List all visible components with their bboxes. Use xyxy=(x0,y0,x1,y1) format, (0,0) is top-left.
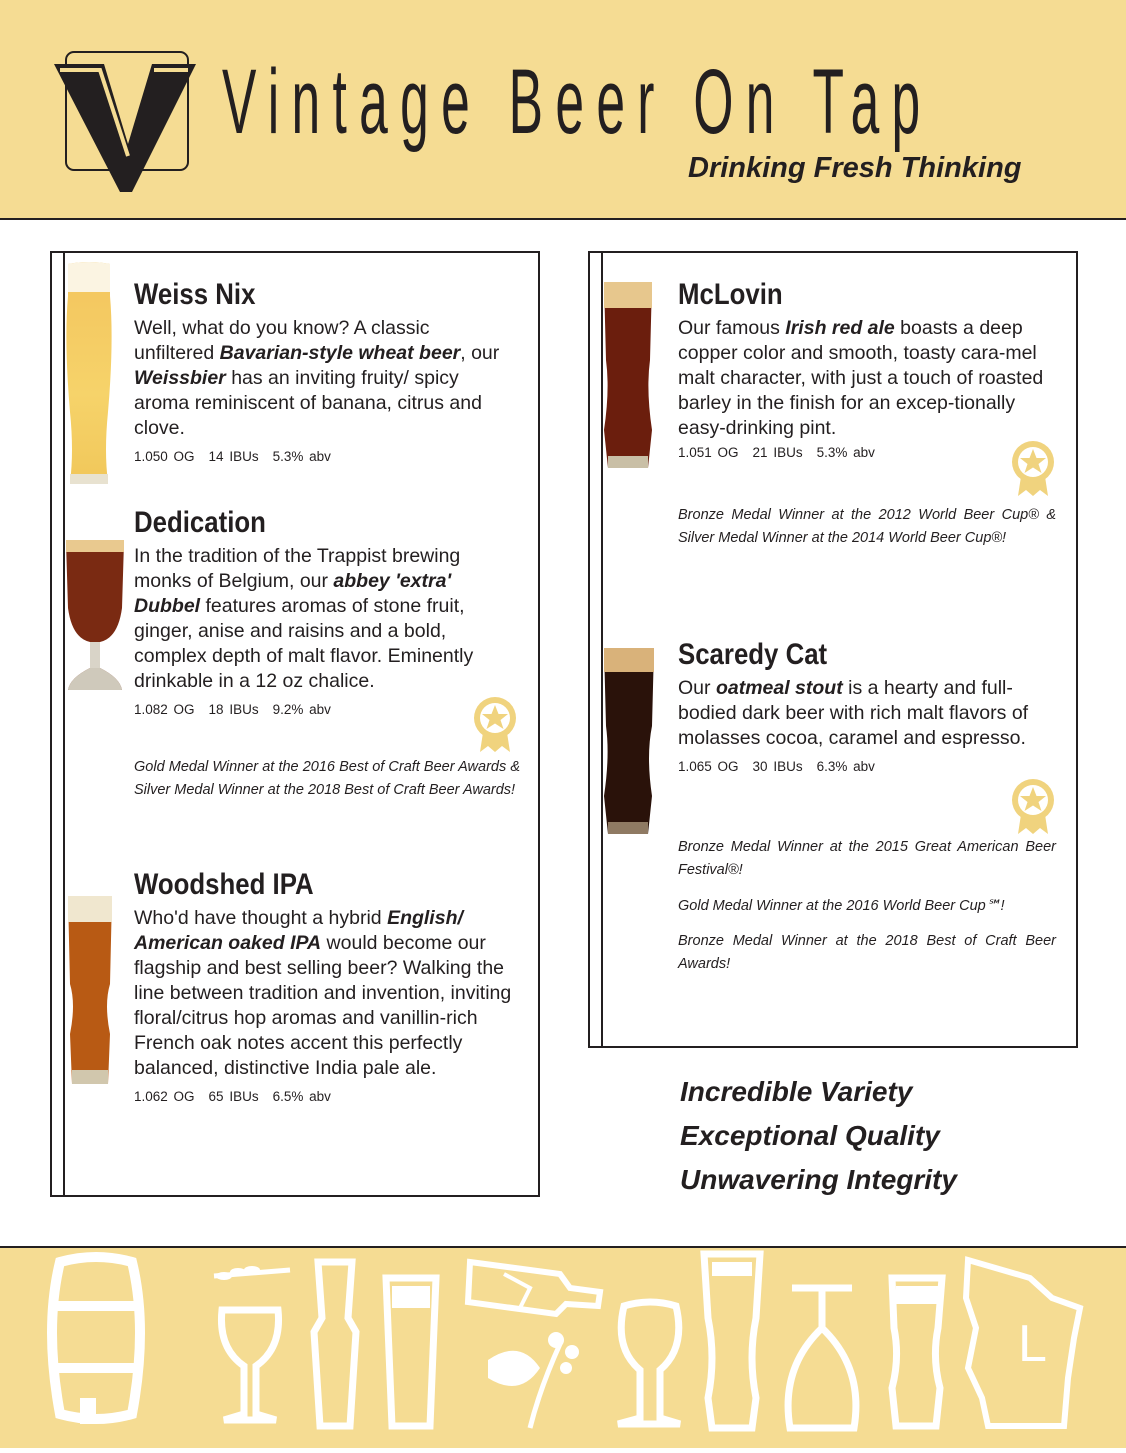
pint-glass-icon xyxy=(386,1278,436,1426)
brand-title xyxy=(222,51,933,153)
tagline: Drinking Fresh Thinking xyxy=(688,152,1022,184)
ipa-beer-glass-image xyxy=(64,894,116,1090)
beer-stats: 1.062 OG 65 IBUs 6.5% abv xyxy=(134,1089,331,1104)
beer-description: Who'd have thought a hybrid English/ American oaked IPA would become our flagship and best selling beer? Walking the line between tradition and invention, inviting floral/citrus hop aromas and vanillin-rich French oak notes accent this perfectly balanced, distinctive India pale ale. xyxy=(134,907,512,1079)
beer-name: Weiss Nix xyxy=(134,278,256,311)
beer-stats: 1.065 OG 30 IBUs 6.3% abv xyxy=(678,759,875,774)
beer-name: Dedication xyxy=(134,506,266,539)
beer-weiss-nix xyxy=(134,278,514,464)
beer-stats: 1.050 OG 14 IBUs 5.3% abv xyxy=(134,449,331,464)
red-ale-glass-image xyxy=(602,280,654,472)
slogans xyxy=(680,1070,957,1202)
ipa-glass-icon xyxy=(892,1278,942,1426)
beer-name: McLovin xyxy=(678,278,783,311)
wheat-icon xyxy=(214,1266,290,1280)
slogan-integrity: Unwavering Integrity xyxy=(680,1164,957,1195)
award-text: Bronze Medal Winner at the 2012 World Beer Cup® & Silver Medal Winner at the 2014 World Beer Cup®! xyxy=(678,507,1056,546)
footer-icons xyxy=(0,1248,1126,1448)
page-header xyxy=(0,0,1126,220)
beer-stats: 1.051 OG 21 IBUs 5.3% abv xyxy=(678,445,875,460)
beer-name: Woodshed IPA xyxy=(134,868,314,901)
award-text: Gold Medal Winner at the 2016 Best of Craft Beer Awards & Silver Medal Winner at the 2018 Best of Craft Beer Awards! xyxy=(134,759,520,798)
beer-woodshed-ipa xyxy=(134,868,514,1104)
chalice-beer-glass-image xyxy=(64,538,126,694)
beer-scaredy-cat xyxy=(678,638,1062,774)
beer-mclovin xyxy=(678,278,1062,460)
slogan-variety: Incredible Variety xyxy=(680,1076,913,1107)
award-text: Gold Medal Winner at the 2016 World Beer Cup℠! xyxy=(678,898,1005,914)
beer-description: Our oatmeal stout is a hearty and full-bodied dark beer with rich malt flavors of molasses cocoa, caramel and espresso. xyxy=(678,677,1029,749)
beer-stats: 1.082 OG 18 IBUs 9.2% abv xyxy=(134,702,331,717)
tulip-glass-icon xyxy=(618,1302,680,1424)
brand-title-text: Vintage Beer On Tap xyxy=(222,51,933,153)
wisconsin-map-letter: L xyxy=(1018,1315,1047,1373)
brand-logo xyxy=(52,46,202,196)
beer-description: Our famous Irish red ale boasts a deep copper color and smooth, toasty cara-mel malt character, with just a touch of roasted barley in the finish for an excep-tionally easy-drinking pint. xyxy=(678,317,1044,439)
beer-dedication xyxy=(134,506,514,717)
weizen-glass-icon xyxy=(704,1254,760,1428)
beer-name: Scaredy Cat xyxy=(678,638,828,671)
beer-description: Well, what do you know? A classic unfiltered Bavarian-style wheat beer, our Weissbier has an inviting fruity/ spicy aroma reminiscent of banana, citrus and clove. xyxy=(134,317,500,439)
hops-icon xyxy=(488,1332,579,1428)
page-footer xyxy=(0,1246,1126,1448)
medal-icon xyxy=(1008,440,1058,498)
weizen-beer-glass-image xyxy=(64,262,114,488)
beer-description: In the tradition of the Trappist brewing monks of Belgium, our abbey 'extra' Dubbel features aromas of stone fruit, ginger, anise and raisins and a bold, complex depth of malt flavor. Eminently drinkable in a 12 oz chalice. xyxy=(134,545,474,692)
tall-glass-icon xyxy=(314,1262,356,1426)
goblet-icon xyxy=(788,1288,856,1428)
barrel-icon xyxy=(50,1257,142,1424)
medal-icon xyxy=(470,696,520,754)
stout-glass-image xyxy=(602,646,656,838)
slogan-quality: Exceptional Quality xyxy=(680,1120,940,1151)
wine-glass-icon xyxy=(221,1310,278,1420)
bottle-icon xyxy=(468,1262,600,1314)
award-text: Bronze Medal Winner at the 2015 Great American Beer Festival®! xyxy=(678,839,1056,878)
medal-icon xyxy=(1008,778,1058,836)
award-text: Bronze Medal Winner at the 2018 Best of Craft Beer Awards! xyxy=(678,933,1056,972)
